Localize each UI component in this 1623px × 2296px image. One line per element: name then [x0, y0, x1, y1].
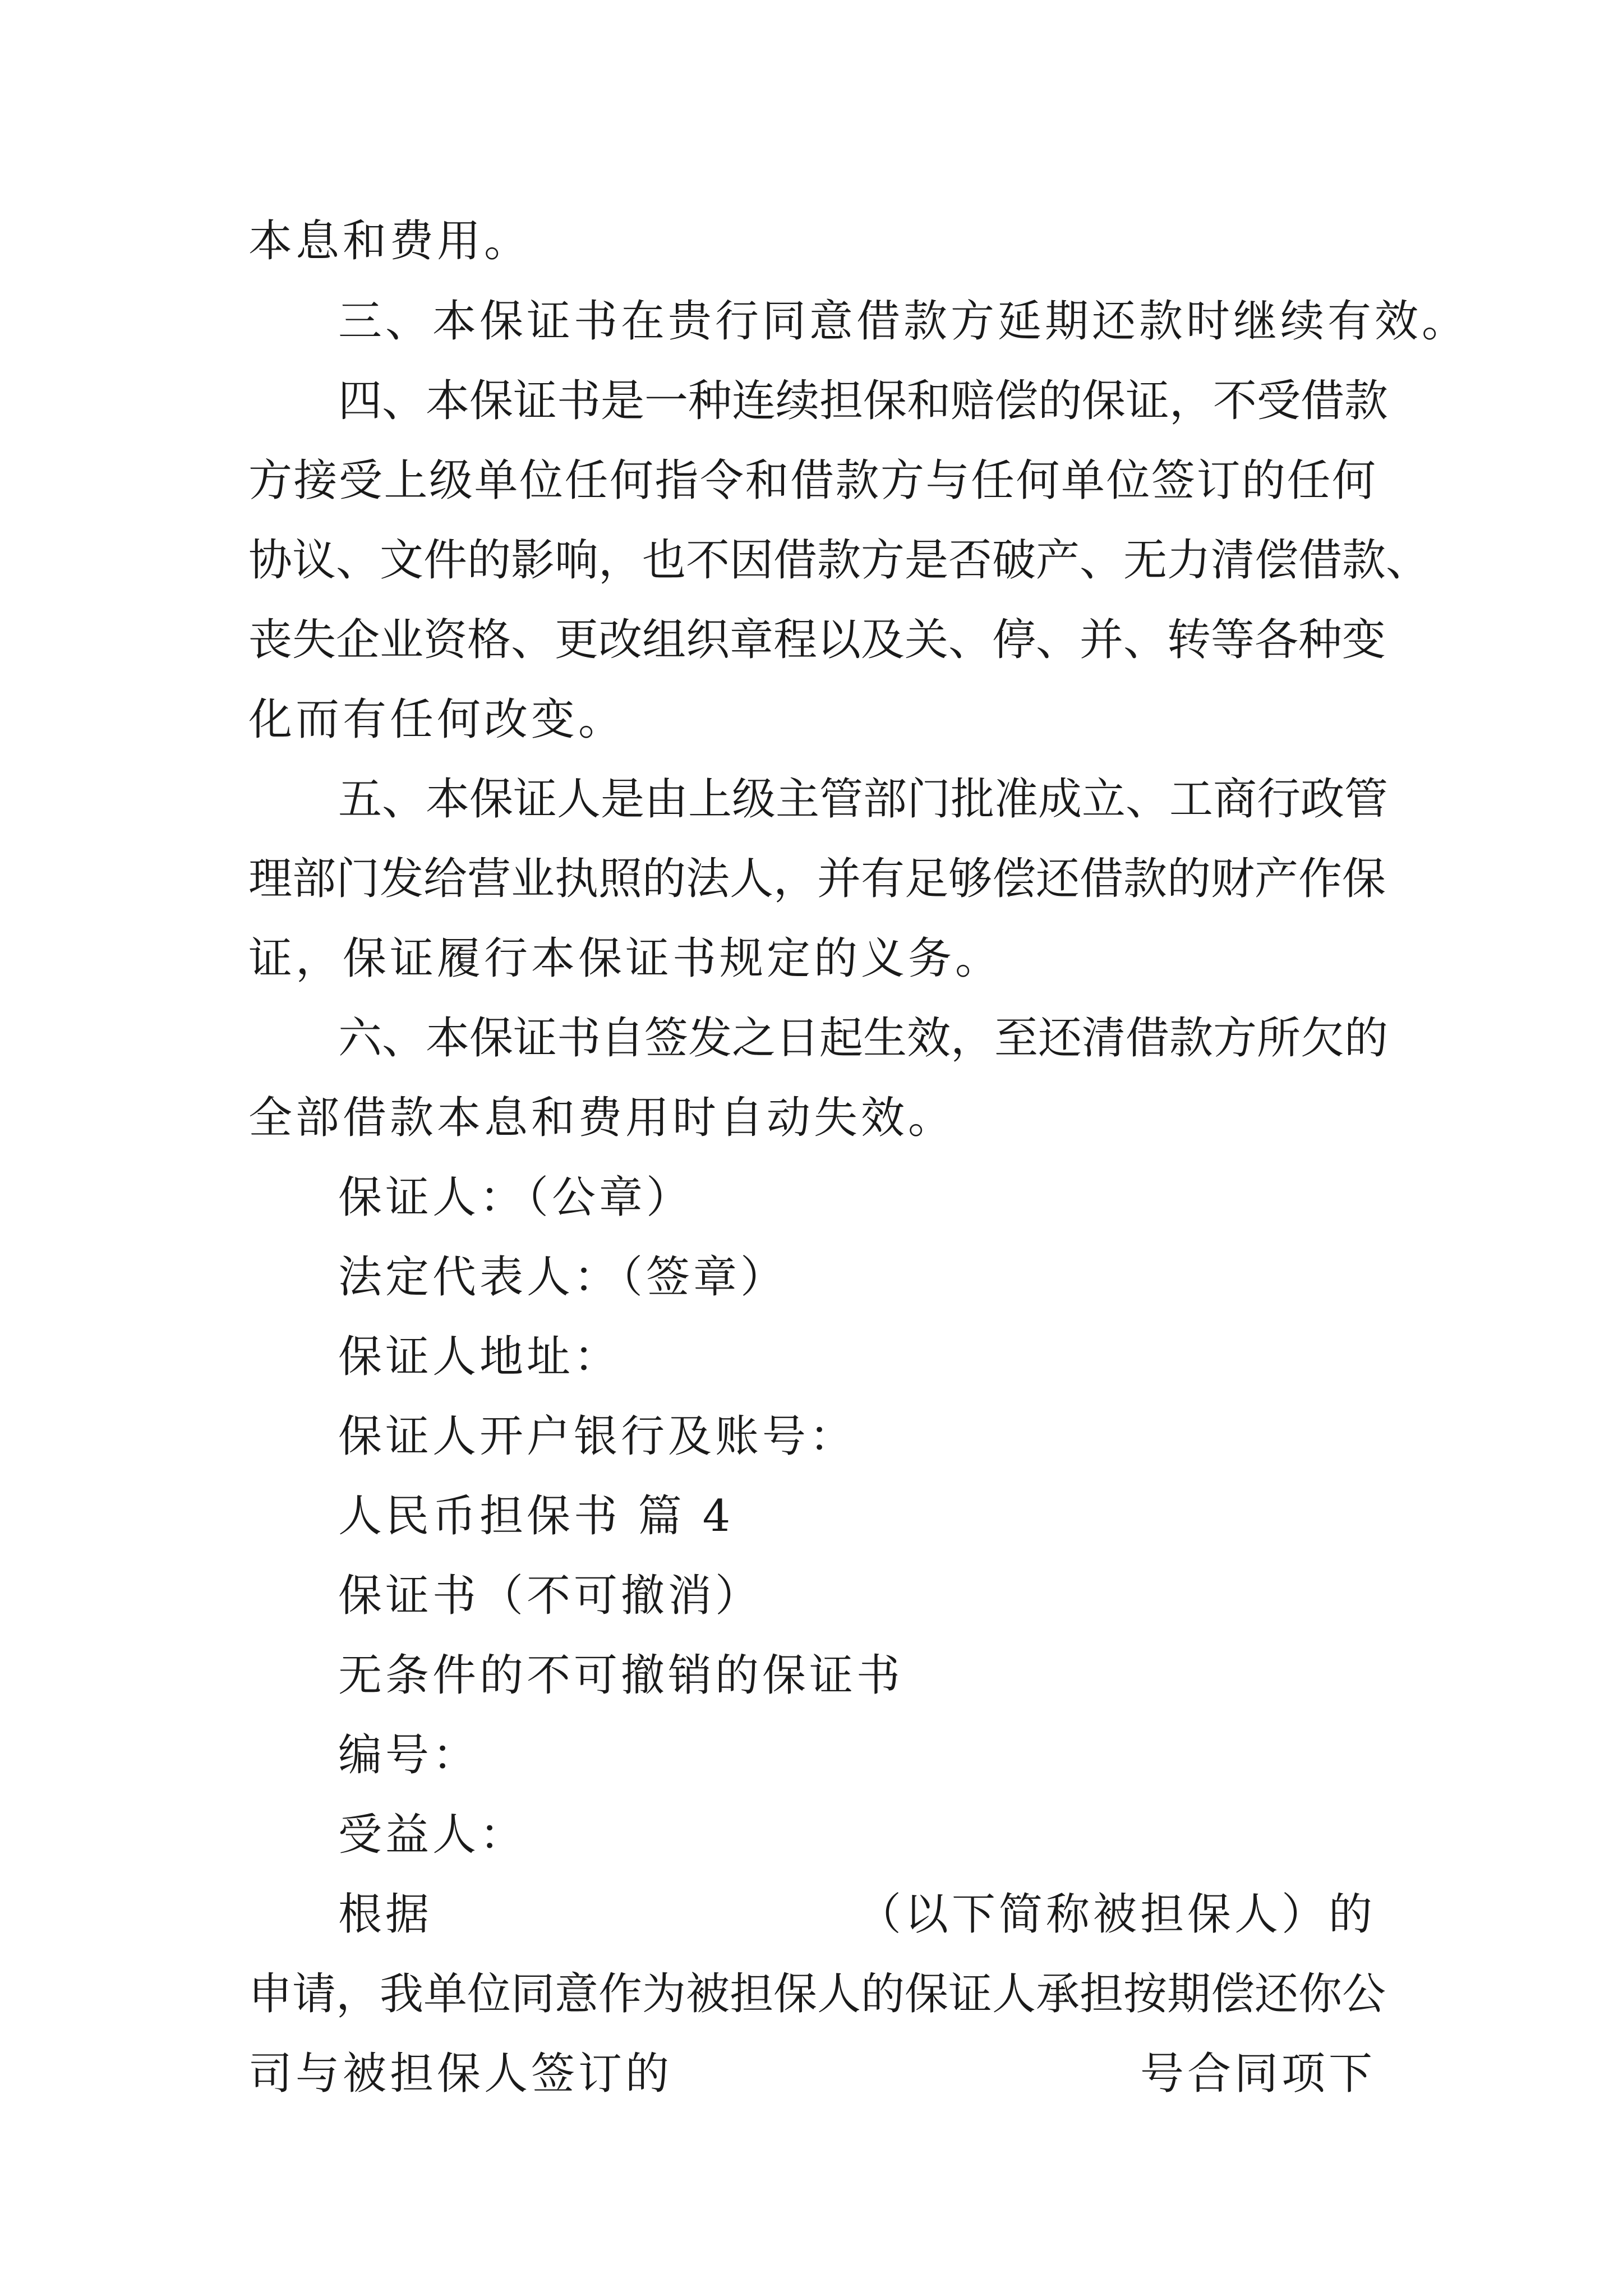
text-line-split: [248, 2043, 1376, 2105]
section-heading: 人民币担保书 篇 4: [338, 1491, 734, 1542]
text-line-split: [338, 1884, 1376, 1945]
text-line: 全部借款本息和费用时自动失效。: [248, 1093, 956, 1143]
text-line: 五、本保证人是由上级主管部门批准成立、工商行政管: [338, 774, 1389, 825]
text-line: 保证书（不可撤消）: [338, 1571, 763, 1621]
text-line: 六、本保证书自签发之日起生效，至还清借款方所欠的: [338, 1013, 1389, 1064]
text-line: 无条件的不可撤销的保证书: [338, 1650, 904, 1701]
text-line: 协议、文件的影响，也不因借款方是否破产、无力清偿借款、: [248, 535, 1430, 586]
text-line: 编号：: [338, 1730, 480, 1780]
text-line: 法定代表人：（签章）: [338, 1252, 788, 1303]
text-segment: 司与被担保人签订的: [248, 2049, 673, 2099]
text-line: 保证人地址：: [338, 1332, 621, 1382]
text-line: 申请，我单位同意作为被担保人的保证人承担按期偿还你公: [248, 1969, 1386, 2019]
text-line: 保证人：（公章）: [338, 1172, 694, 1223]
text-line: 理部门发给营业执照的法人，并有足够偿还借款的财产作保: [248, 854, 1386, 904]
text-line: 受益人：: [338, 1810, 527, 1860]
text-line: 证，保证履行本保证书规定的义务。: [248, 933, 1003, 984]
text-line: 三、本保证书在贵行同意借款方延期还款时继续有效。: [338, 296, 1469, 347]
text-segment: （以下简称被担保人）的: [857, 1889, 1376, 1940]
text-line: 本息和费用。: [248, 216, 532, 266]
text-segment: 号合同项下: [1140, 2049, 1376, 2099]
text-segment: 根据: [338, 1889, 433, 1940]
text-line: 方接受上级单位任何指令和借款方与任何单位签订的任何: [248, 455, 1376, 506]
text-line: 四、本保证书是一种连续担保和赔偿的保证，不受借款: [338, 376, 1389, 426]
text-line: 保证人开户银行及账号：: [338, 1411, 857, 1462]
text-line: 化而有任何改变。: [248, 694, 626, 745]
text-line: 丧失企业资格、更改组织章程以及关、停、并、转等各种变: [248, 615, 1386, 665]
